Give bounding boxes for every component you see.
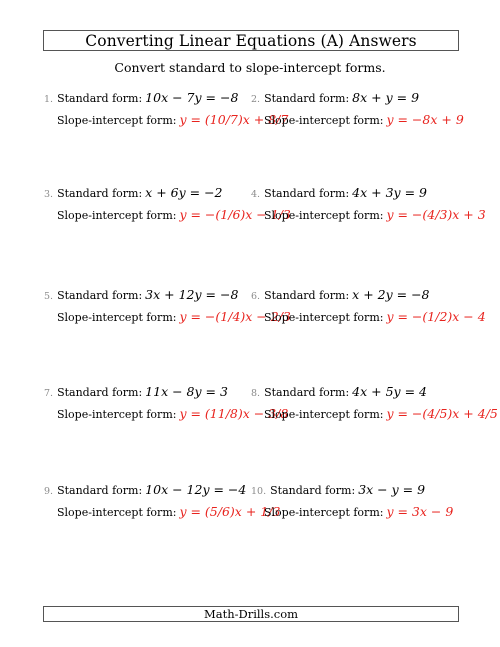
slope-label: Slope-intercept form:: [264, 506, 384, 519]
answer-equation: y = −(4/3)x + 3: [386, 207, 486, 222]
answer-equation: y = (11/8)x − 3/8: [179, 406, 289, 421]
slope-label: Slope-intercept form:: [264, 408, 384, 421]
slope-label: Slope-intercept form:: [57, 311, 177, 324]
standard-label: Standard form:: [264, 289, 350, 302]
standard-label: Standard form:: [270, 484, 356, 497]
problem-number: 3.: [44, 189, 54, 200]
problem-number: 1.: [44, 94, 54, 105]
answer-equation: y = −(4/5)x + 4/5: [386, 406, 498, 421]
problem-number: 8.: [251, 388, 261, 399]
worksheet-title: [43, 30, 459, 51]
answer-equation: y = (5/6)x + 1/3: [179, 504, 281, 519]
standard-equation: 10x − 12y = −4: [145, 482, 247, 497]
slope-label: Slope-intercept form:: [264, 209, 384, 222]
problem-number: 4.: [251, 189, 261, 200]
problem-number: 7.: [44, 388, 54, 399]
instructions: Convert standard to slope-intercept forms.: [114, 60, 386, 75]
slope-label: Slope-intercept form:: [57, 209, 177, 222]
standard-equation: 4x + 5y = 4: [352, 384, 427, 399]
footer: [43, 606, 459, 622]
standard-equation: 3x + 12y = −8: [145, 287, 239, 302]
footer-text: Math-Drills.com: [203, 607, 299, 621]
problem-number: 10.: [251, 486, 267, 497]
answer-equation: y = −8x + 9: [386, 112, 464, 127]
answer-equation: y = −(1/6)x − 1/3: [179, 207, 291, 222]
answer-equation: y = (10/7)x + 8/7: [179, 112, 289, 127]
standard-label: Standard form:: [264, 386, 350, 399]
standard-label: Standard form:: [264, 187, 350, 200]
standard-label: Standard form:: [57, 187, 143, 200]
standard-equation: x + 6y = −2: [145, 185, 223, 200]
title-text: Converting Linear Equations (A) Answers: [85, 31, 417, 50]
problem-number: 5.: [44, 291, 54, 302]
standard-label: Standard form:: [57, 289, 143, 302]
slope-label: Slope-intercept form:: [264, 114, 384, 127]
answer-equation: y = −(1/2)x − 4: [386, 309, 486, 324]
standard-equation: 10x − 7y = −8: [145, 90, 239, 105]
standard-equation: 11x − 8y = 3: [145, 384, 228, 399]
standard-label: Standard form:: [57, 92, 143, 105]
problem-number: 2.: [251, 94, 261, 105]
standard-equation: x + 2y = −8: [352, 287, 430, 302]
standard-label: Standard form:: [57, 484, 143, 497]
standard-equation: 4x + 3y = 9: [352, 185, 427, 200]
slope-label: Slope-intercept form:: [264, 311, 384, 324]
answer-equation: y = 3x − 9: [386, 504, 454, 519]
standard-label: Standard form:: [264, 92, 350, 105]
problem-number: 9.: [44, 486, 54, 497]
standard-equation: 3x − y = 9: [358, 482, 426, 497]
problem-number: 6.: [251, 291, 261, 302]
answer-equation: y = −(1/4)x − 2/3: [179, 309, 291, 324]
standard-equation: 8x + y = 9: [352, 90, 420, 105]
slope-label: Slope-intercept form:: [57, 506, 177, 519]
standard-label: Standard form:: [57, 386, 143, 399]
slope-label: Slope-intercept form:: [57, 408, 177, 421]
slope-label: Slope-intercept form:: [57, 114, 177, 127]
